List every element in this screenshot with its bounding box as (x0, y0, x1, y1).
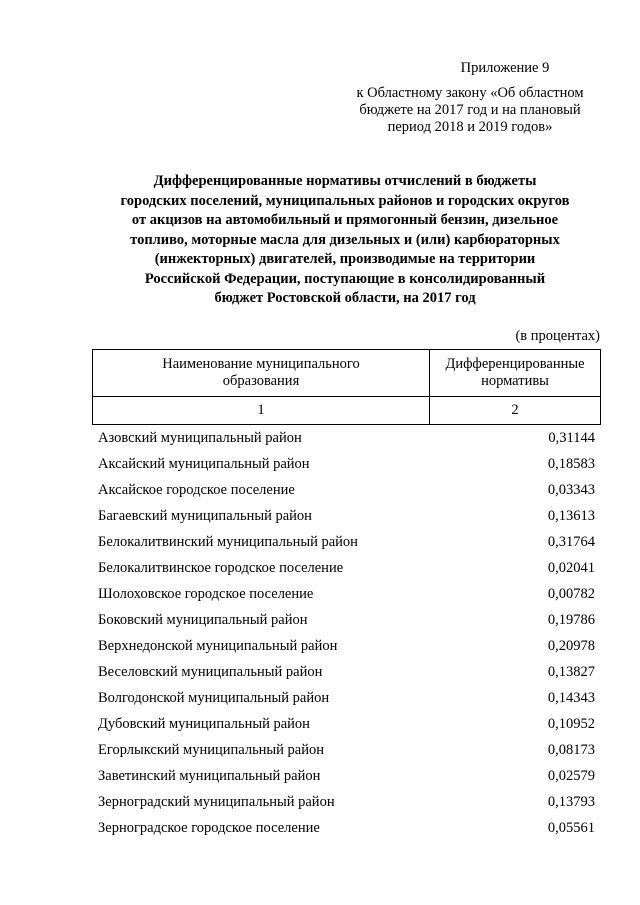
appendix-law-line: период 2018 и 2019 годов» (387, 119, 553, 135)
municipality-name: Аксайское городское поселение (98, 482, 295, 498)
table-row (98, 532, 595, 558)
norm-value: 0,18583 (547, 456, 595, 472)
table-row (98, 688, 595, 714)
appendix-law-line: к Областному закону «Об областном (356, 85, 584, 101)
table-row (98, 506, 595, 532)
appendix-number: Приложение 9 (460, 60, 550, 76)
municipality-name: Зерноградское городское поселение (98, 820, 320, 836)
norm-value: 0,31764 (547, 534, 595, 550)
table-row (98, 558, 595, 584)
title-line: городских поселений, муниципальных районов и городских округов (120, 192, 570, 209)
title-line: бюджет Ростовской области, на 2017 год (214, 290, 476, 306)
title-line: (инжекторных) двигателей, производимые на территории (154, 251, 536, 267)
column-header-text: Наименование муниципального (162, 356, 360, 372)
municipality-name: Волгодонской муниципальный район (98, 690, 330, 706)
table-row (98, 714, 595, 740)
norm-value: 0,00782 (547, 586, 595, 602)
municipality-name: Егорлыкский муниципальный район (98, 742, 325, 758)
column-header-norm (430, 350, 601, 397)
table-row (98, 584, 595, 610)
column-header-text: Дифференцированные (445, 356, 585, 372)
norm-value: 0,14343 (547, 690, 595, 706)
appendix-header (340, 60, 600, 136)
table-row (98, 818, 595, 844)
norm-value: 0,20978 (547, 638, 595, 654)
table-row (98, 480, 595, 506)
title-line: Российской Федерации, поступающие в консолидированный (144, 270, 546, 287)
appendix-law-line: бюджете на 2017 год и на плановый (359, 102, 581, 118)
table-row (98, 636, 595, 662)
table-row (98, 792, 595, 818)
title-line: от акцизов на автомобильный и прямогонный бензин, дизельное (131, 212, 559, 228)
norm-value: 0,02041 (547, 560, 595, 576)
column-number: 2 (430, 397, 601, 425)
column-header-text: образования (222, 373, 300, 389)
norm-value: 0,31144 (548, 430, 595, 446)
municipality-name: Аксайский муниципальный район (98, 456, 310, 472)
municipality-name: Азовский муниципальный район (98, 430, 302, 446)
table-row (98, 454, 595, 480)
norm-value: 0,13793 (547, 794, 595, 810)
column-header-text: нормативы (481, 373, 549, 389)
municipality-name: Белокалитвинский муниципальный район (98, 534, 358, 550)
norm-value: 0,13613 (547, 508, 595, 524)
norm-value: 0,02579 (547, 768, 595, 784)
norm-value: 0,13827 (547, 664, 595, 680)
header-row (93, 350, 601, 397)
table-row (98, 740, 595, 766)
document-title (90, 172, 600, 309)
municipality-name: Верхнедонской муниципальный район (98, 638, 338, 654)
table-row (98, 662, 595, 688)
norm-value: 0,19786 (547, 612, 595, 628)
norm-value: 0,10952 (547, 716, 595, 732)
table-header (92, 349, 601, 425)
title-line: Дифференцированные нормативы отчислений в бюджеты (153, 173, 537, 189)
column-number-row (93, 397, 601, 425)
municipality-name: Шолоховское городское поселение (98, 586, 314, 602)
municipality-name: Заветинский муниципальный район (98, 768, 321, 784)
table-row (98, 428, 595, 454)
units-note: (в процентах) (515, 328, 600, 344)
column-number: 1 (93, 397, 430, 425)
table-row (98, 610, 595, 636)
table-row (98, 766, 595, 792)
title-line: топливо, моторные масла для дизельных и (или) карбюраторных (130, 231, 560, 248)
norm-value: 0,03343 (547, 482, 595, 498)
municipality-name: Боковский муниципальный район (98, 612, 308, 628)
municipality-name: Веселовский муниципальный район (98, 664, 323, 680)
column-header-name (93, 350, 430, 397)
table-body (98, 428, 595, 844)
municipality-name: Багаевский муниципальный район (98, 508, 312, 524)
norm-value: 0,05561 (547, 820, 595, 836)
norm-value: 0,08173 (547, 742, 595, 758)
municipality-name: Дубовский муниципальный район (98, 716, 310, 732)
municipality-name: Белокалитвинское городское поселение (98, 560, 344, 576)
municipality-name: Зерноградский муниципальный район (98, 794, 335, 810)
